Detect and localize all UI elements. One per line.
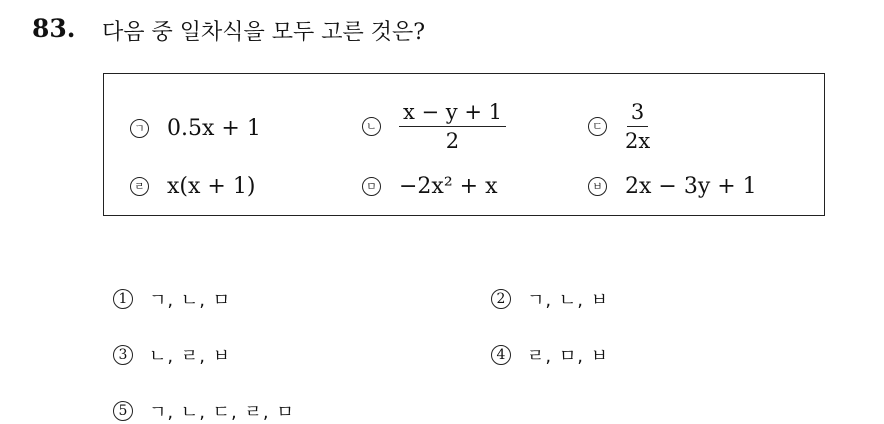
item-marker: ㅂ bbox=[588, 177, 607, 196]
fraction-denominator: 2 bbox=[445, 129, 460, 154]
item-c bbox=[588, 100, 650, 153]
item-marker: ㄱ bbox=[130, 119, 149, 138]
choice-number: 3 bbox=[113, 345, 133, 365]
item-marker: ㄴ bbox=[362, 117, 381, 136]
choice-2[interactable] bbox=[491, 286, 609, 312]
item-f bbox=[588, 174, 757, 199]
choice-number: 2 bbox=[491, 289, 511, 309]
question-text: 다음 중 일차식을 모두 고른 것은? bbox=[102, 20, 426, 45]
item-expression: 2x − 3y + 1 bbox=[625, 174, 757, 199]
choice-value: ㄱ, ㄴ, ㅂ bbox=[527, 290, 610, 311]
item-fraction bbox=[625, 100, 650, 153]
item-marker: ㅁ bbox=[362, 177, 381, 196]
choice-5[interactable] bbox=[113, 398, 295, 424]
choice-1[interactable] bbox=[113, 286, 231, 312]
item-expression: 0.5x + 1 bbox=[167, 116, 261, 141]
choice-number: 1 bbox=[113, 289, 133, 309]
item-fraction bbox=[399, 100, 506, 153]
item-a bbox=[130, 116, 261, 141]
question-number: 83. bbox=[32, 14, 76, 43]
item-expression: x(x + 1) bbox=[167, 174, 256, 199]
choice-value: ㄹ, ㅁ, ㅂ bbox=[527, 346, 610, 367]
choice-4[interactable] bbox=[491, 342, 609, 368]
item-marker: ㄷ bbox=[588, 117, 607, 136]
choice-value: ㄱ, ㄴ, ㄷ, ㄹ, ㅁ bbox=[149, 402, 295, 423]
item-d bbox=[130, 174, 255, 199]
choice-number: 5 bbox=[113, 401, 133, 421]
choice-3[interactable] bbox=[113, 342, 231, 368]
choice-value: ㄱ, ㄴ, ㅁ bbox=[149, 290, 232, 311]
choice-number: 4 bbox=[491, 345, 511, 365]
condition-box bbox=[103, 73, 825, 216]
item-expression: −2x² + x bbox=[399, 174, 498, 199]
fraction-numerator: x − y + 1 bbox=[399, 100, 506, 127]
choice-value: ㄴ, ㄹ, ㅂ bbox=[149, 346, 232, 367]
fraction-denominator: 2x bbox=[625, 129, 651, 154]
item-marker: ㄹ bbox=[130, 177, 149, 196]
item-e bbox=[362, 174, 497, 199]
fraction-numerator: 3 bbox=[627, 100, 648, 127]
item-b bbox=[362, 100, 506, 153]
